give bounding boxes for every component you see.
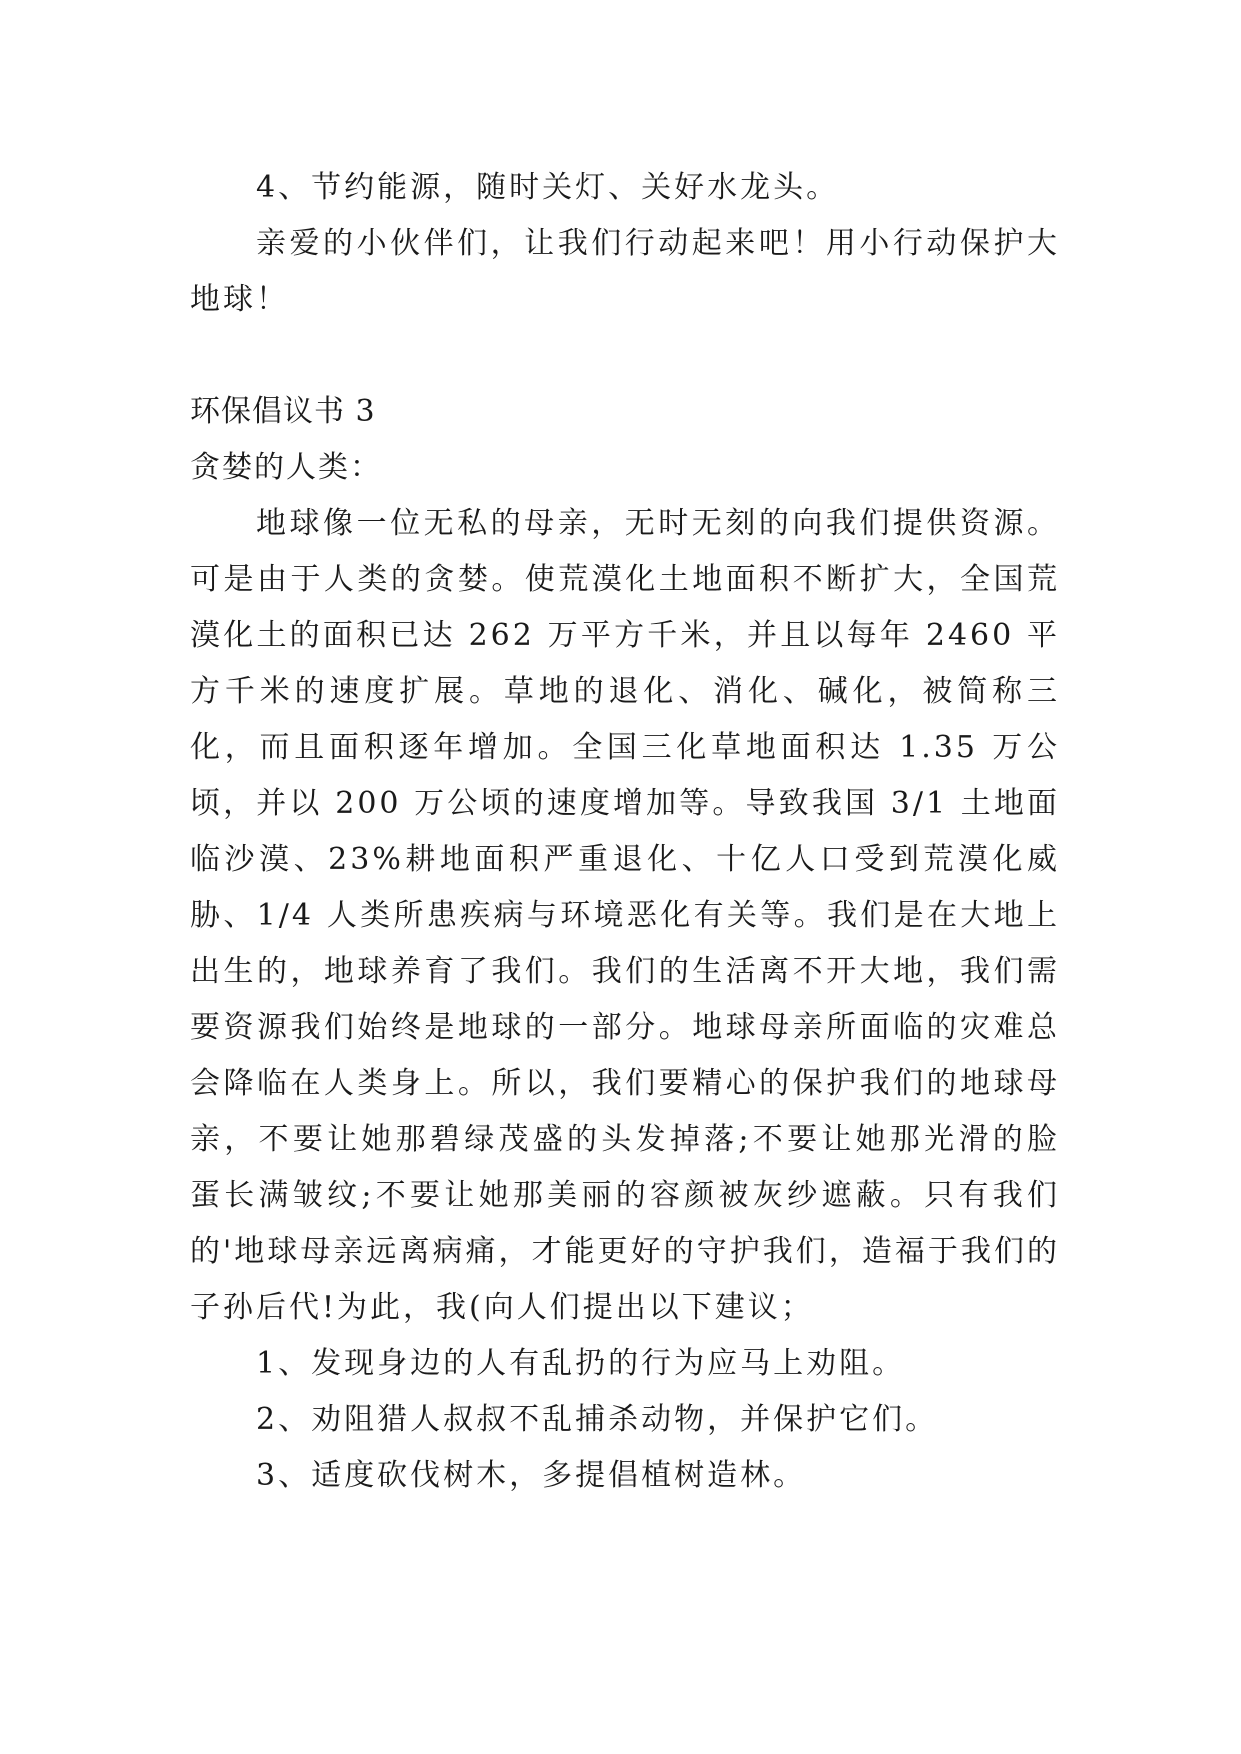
section-title: 环保倡议书 3 (190, 394, 376, 429)
salutation: 贪婪的人类： (190, 450, 382, 485)
list-item-1: 1、发现身边的人有乱扔的行为应马上劝阻。 (256, 1346, 906, 1381)
list-item-3: 3、适度砍伐树木，多提倡植树造林。 (256, 1458, 807, 1493)
section-gap (190, 328, 1060, 384)
closing-paragraph: 亲爱的小伙伴们，让我们行动起来吧！用小行动保护大地球！ (190, 226, 1060, 317)
body-paragraph: 地球像一位无私的母亲，无时无刻的向我们提供资源。可是由于人类的贪婪。使荒漠化土地面积不断扩大，全国荒漠化土的面积已达 262 万平方千米，并且以每年 2460 平方千米的速度扩展。草地的退化、消化、碱化，被简称三化，而且面积逐年增加。全国三化草地面积达 1.35 万公顷，并以 200 万公顷的速度增加等。导致我国 3/1 土地面临沙漠、23%耕地面积严重退化、十亿人口受到荒漠化威胁、1/4 人类所患疾病与环境恶化有关等。我们是在大地上出生的，地球养育了我们。我们的生活离不开大地，我们需要资源我们始终是地球的一部分。地球母亲所面临的灾难总会降临在人类身上。所以，我们要精心的保护我们的地球母亲，不要让她那碧绿茂盛的头发掉落;不要让她那光滑的脸蛋长满皱纹;不要让她那美丽的容颜被灰纱遮蔽。只有我们的'地球母亲远离病痛，才能更好的守护我们，造福于我们的子孙后代!为此，我(向人们提出以下建议； (190, 506, 1060, 1325)
document-content (190, 160, 1060, 1504)
list-item-4: 4、节约能源，随时关灯、关好水龙头。 (256, 170, 840, 205)
list-item-2: 2、劝阻猎人叔叔不乱捕杀动物，并保护它们。 (256, 1402, 939, 1437)
